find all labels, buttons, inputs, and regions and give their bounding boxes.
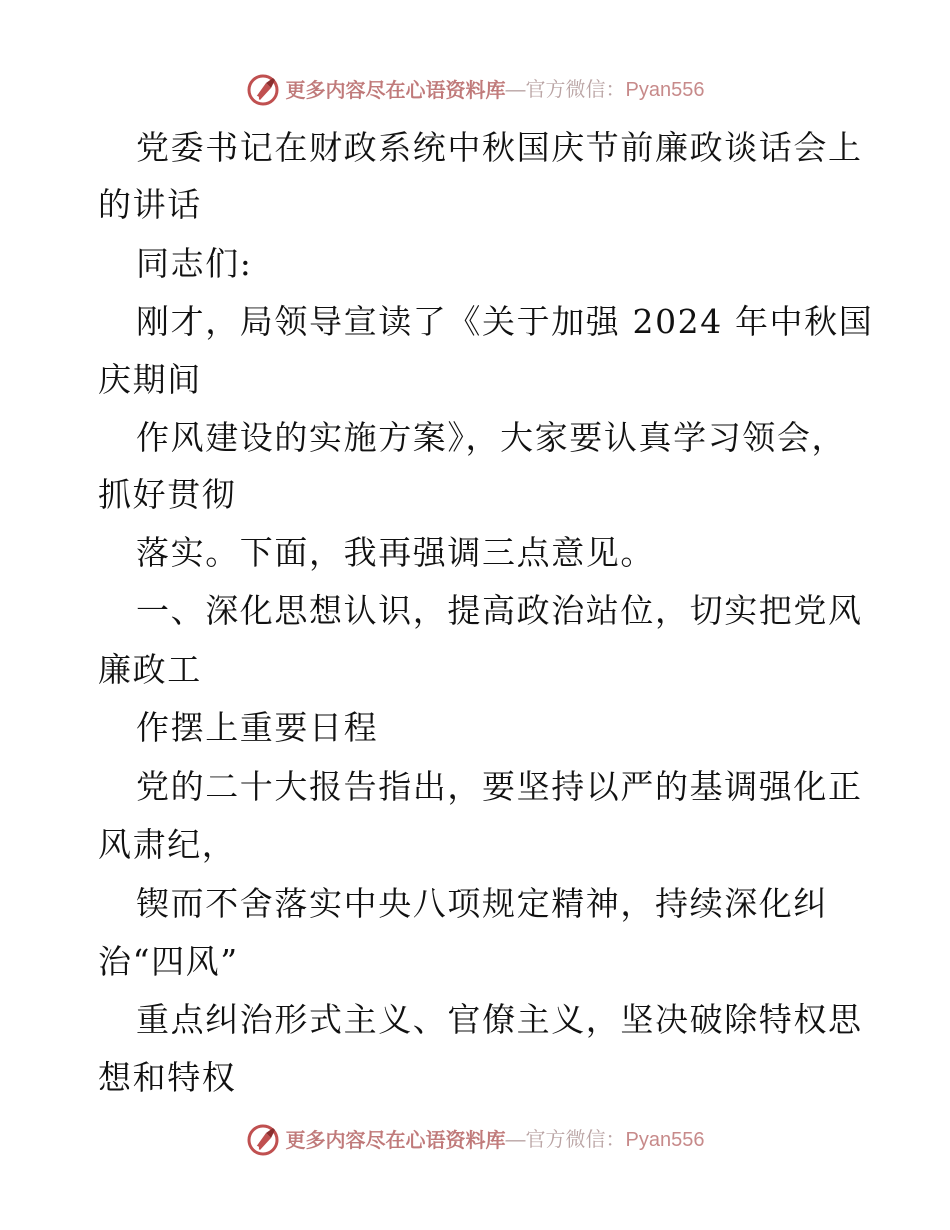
- watermark-dash: —: [505, 79, 526, 101]
- watermark-dash: —: [505, 1129, 526, 1151]
- document-title-line-1: 党委书记在财政系统中秋国庆节前廉政谈话会上: [136, 128, 863, 167]
- section-heading-1-line-2: 廉政工: [98, 650, 202, 689]
- paragraph-4-line-1: 党的二十大报告指出，要坚持以严的基调强化正: [136, 767, 863, 806]
- paragraph-2-line-2: 抓好贯彻: [98, 475, 237, 514]
- paragraph-5-line-1: 锲而不舍落实中央八项规定精神，持续深化纠: [136, 884, 828, 923]
- document-title-line-2: 的讲话: [98, 185, 202, 224]
- section-heading-1-line-1: 一、深化思想认识，提高政治站位，切实把党风: [136, 591, 863, 630]
- watermark-wechat-label: 官方微信：: [525, 79, 626, 101]
- header-watermark: [0, 70, 950, 110]
- paragraph-1-line-1: 刚才，局领导宣读了《关于加强 2024 年中秋国: [136, 302, 874, 341]
- paragraph-6-line-2: 想和特权: [98, 1058, 237, 1097]
- paragraph-4-line-2: 风肃纪，: [98, 825, 237, 864]
- footer-watermark: [0, 1120, 950, 1160]
- greeting: 同志们:: [136, 244, 253, 283]
- watermark-main-text: 更多内容尽在心语资料库: [285, 78, 506, 102]
- watermark-wechat-id: Pyan556: [625, 79, 705, 101]
- fountain-pen-logo-icon: [246, 1123, 280, 1157]
- paragraph-5-line-2: 治“四风”: [98, 942, 239, 981]
- paragraph-3-line-1: 落实。下面，我再强调三点意见。: [136, 533, 655, 572]
- section-heading-1-line-3: 作摆上重要日程: [136, 708, 379, 747]
- watermark-wechat-id: Pyan556: [625, 1129, 705, 1151]
- paragraph-1-line-2: 庆期间: [98, 360, 202, 399]
- paragraph-6-line-1: 重点纠治形式主义、官僚主义，坚决破除特权思: [136, 1000, 863, 1039]
- watermark-main-text: 更多内容尽在心语资料库: [285, 1128, 506, 1152]
- paragraph-2-line-1: 作风建设的实施方案》，大家要认真学习领会，: [136, 418, 847, 457]
- fountain-pen-logo-icon: [246, 73, 280, 107]
- watermark-wechat-label: 官方微信：: [525, 1129, 626, 1151]
